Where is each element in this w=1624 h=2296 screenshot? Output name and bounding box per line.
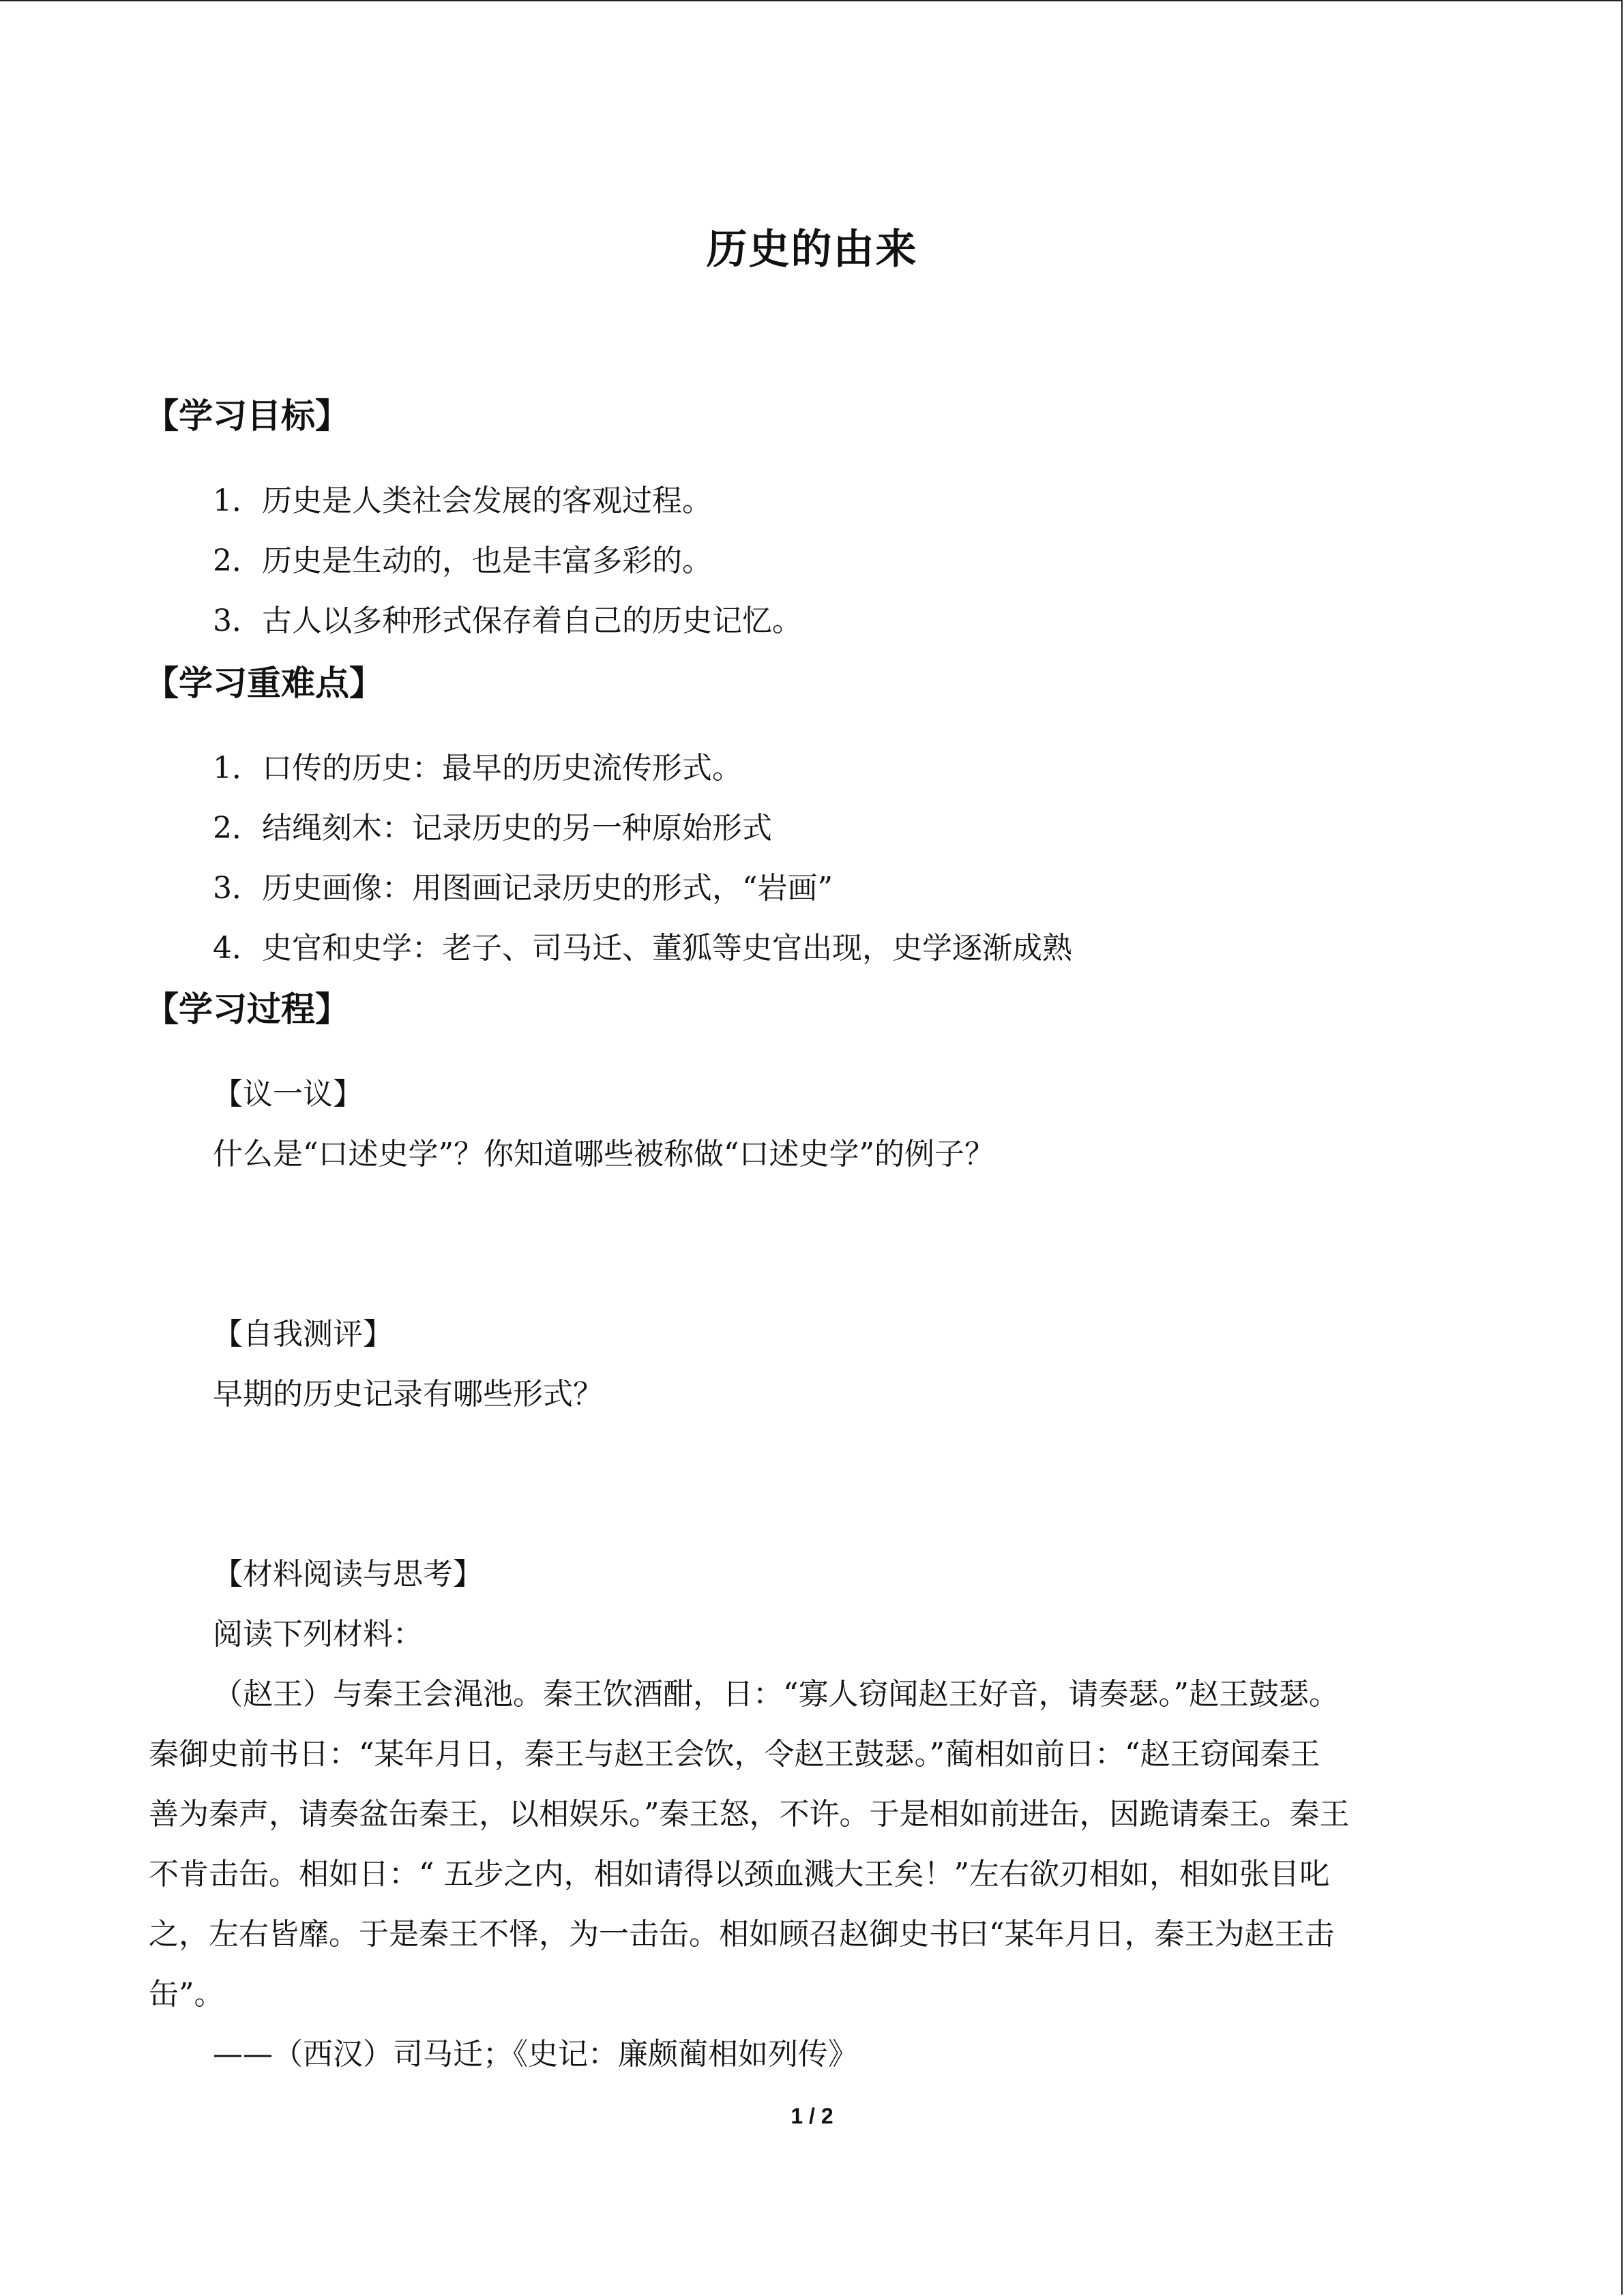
page-number: 1 / 2 bbox=[791, 2104, 833, 2128]
objective-item: 2．历史是生动的，也是丰富多彩的。 bbox=[213, 543, 712, 578]
section-heading-key-points: 【学习重难点】 bbox=[145, 664, 383, 703]
reading-text-line: 不肯击缶。相如日：“ 五步之内，相如请得以颈血溅大王矣！”左右欲刃相如，相如张目叱 bbox=[149, 1857, 1329, 1892]
discuss-label: 【议一议】 bbox=[213, 1077, 363, 1112]
self-test-question: 早期的历史记录有哪些形式？ bbox=[213, 1377, 603, 1412]
page-title: 历史的由来 bbox=[706, 226, 918, 273]
reading-source: ——（西汉）司马迁；《史记：廉颇蔺相如列传》 bbox=[213, 2037, 858, 2072]
discuss-question: 什么是“口述史学”？你知道哪些被称做“口述史学”的例子？ bbox=[213, 1137, 994, 1172]
reading-label: 【材料阅读与思考】 bbox=[213, 1557, 483, 1592]
section-heading-process: 【学习过程】 bbox=[145, 989, 349, 1029]
reading-text-line: （赵王）与秦王会渑池。秦王饮酒酣，日：“寡人窃闻赵王好音，请奏瑟。”赵王鼓瑟。 bbox=[213, 1677, 1339, 1712]
objective-item: 3．古人以多种形式保存着自己的历史记忆。 bbox=[213, 603, 802, 638]
reading-text-line: 善为秦声，请奏盆缶秦王，以相娱乐。”秦王怒，不许。于是相如前进缶，因跪请秦王。秦王 bbox=[149, 1797, 1350, 1832]
key-point-item: 4．史官和史学：老子、司马迁、董狐等史官出现，史学逐渐成熟 bbox=[213, 931, 1072, 966]
objective-item: 1．历史是人类社会发展的客观过程。 bbox=[213, 483, 712, 518]
reading-intro: 阅读下列材料： bbox=[213, 1617, 423, 1652]
reading-text-line: 之，左右皆靡。于是秦王不怿，为一击缶。相如顾召赵御史书曰“某年月日，秦王为赵王击 bbox=[149, 1917, 1335, 1952]
self-test-label: 【自我测评】 bbox=[213, 1317, 393, 1352]
key-point-item: 1．口传的历史：最早的历史流传形式。 bbox=[213, 751, 742, 786]
section-heading-objectives: 【学习目标】 bbox=[145, 396, 349, 436]
key-point-item: 3．历史画像：用图画记录历史的形式，“岩画” bbox=[213, 871, 833, 906]
key-point-item: 2．结绳刻木：记录历史的另一种原始形式 bbox=[213, 811, 772, 846]
reading-text-line: 缶”。 bbox=[149, 1977, 224, 2012]
reading-text-line: 秦御史前书日：“某年月日，秦王与赵王会饮，令赵王鼓瑟。”蔺相如前日：“赵王窃闻秦王 bbox=[149, 1737, 1320, 1772]
